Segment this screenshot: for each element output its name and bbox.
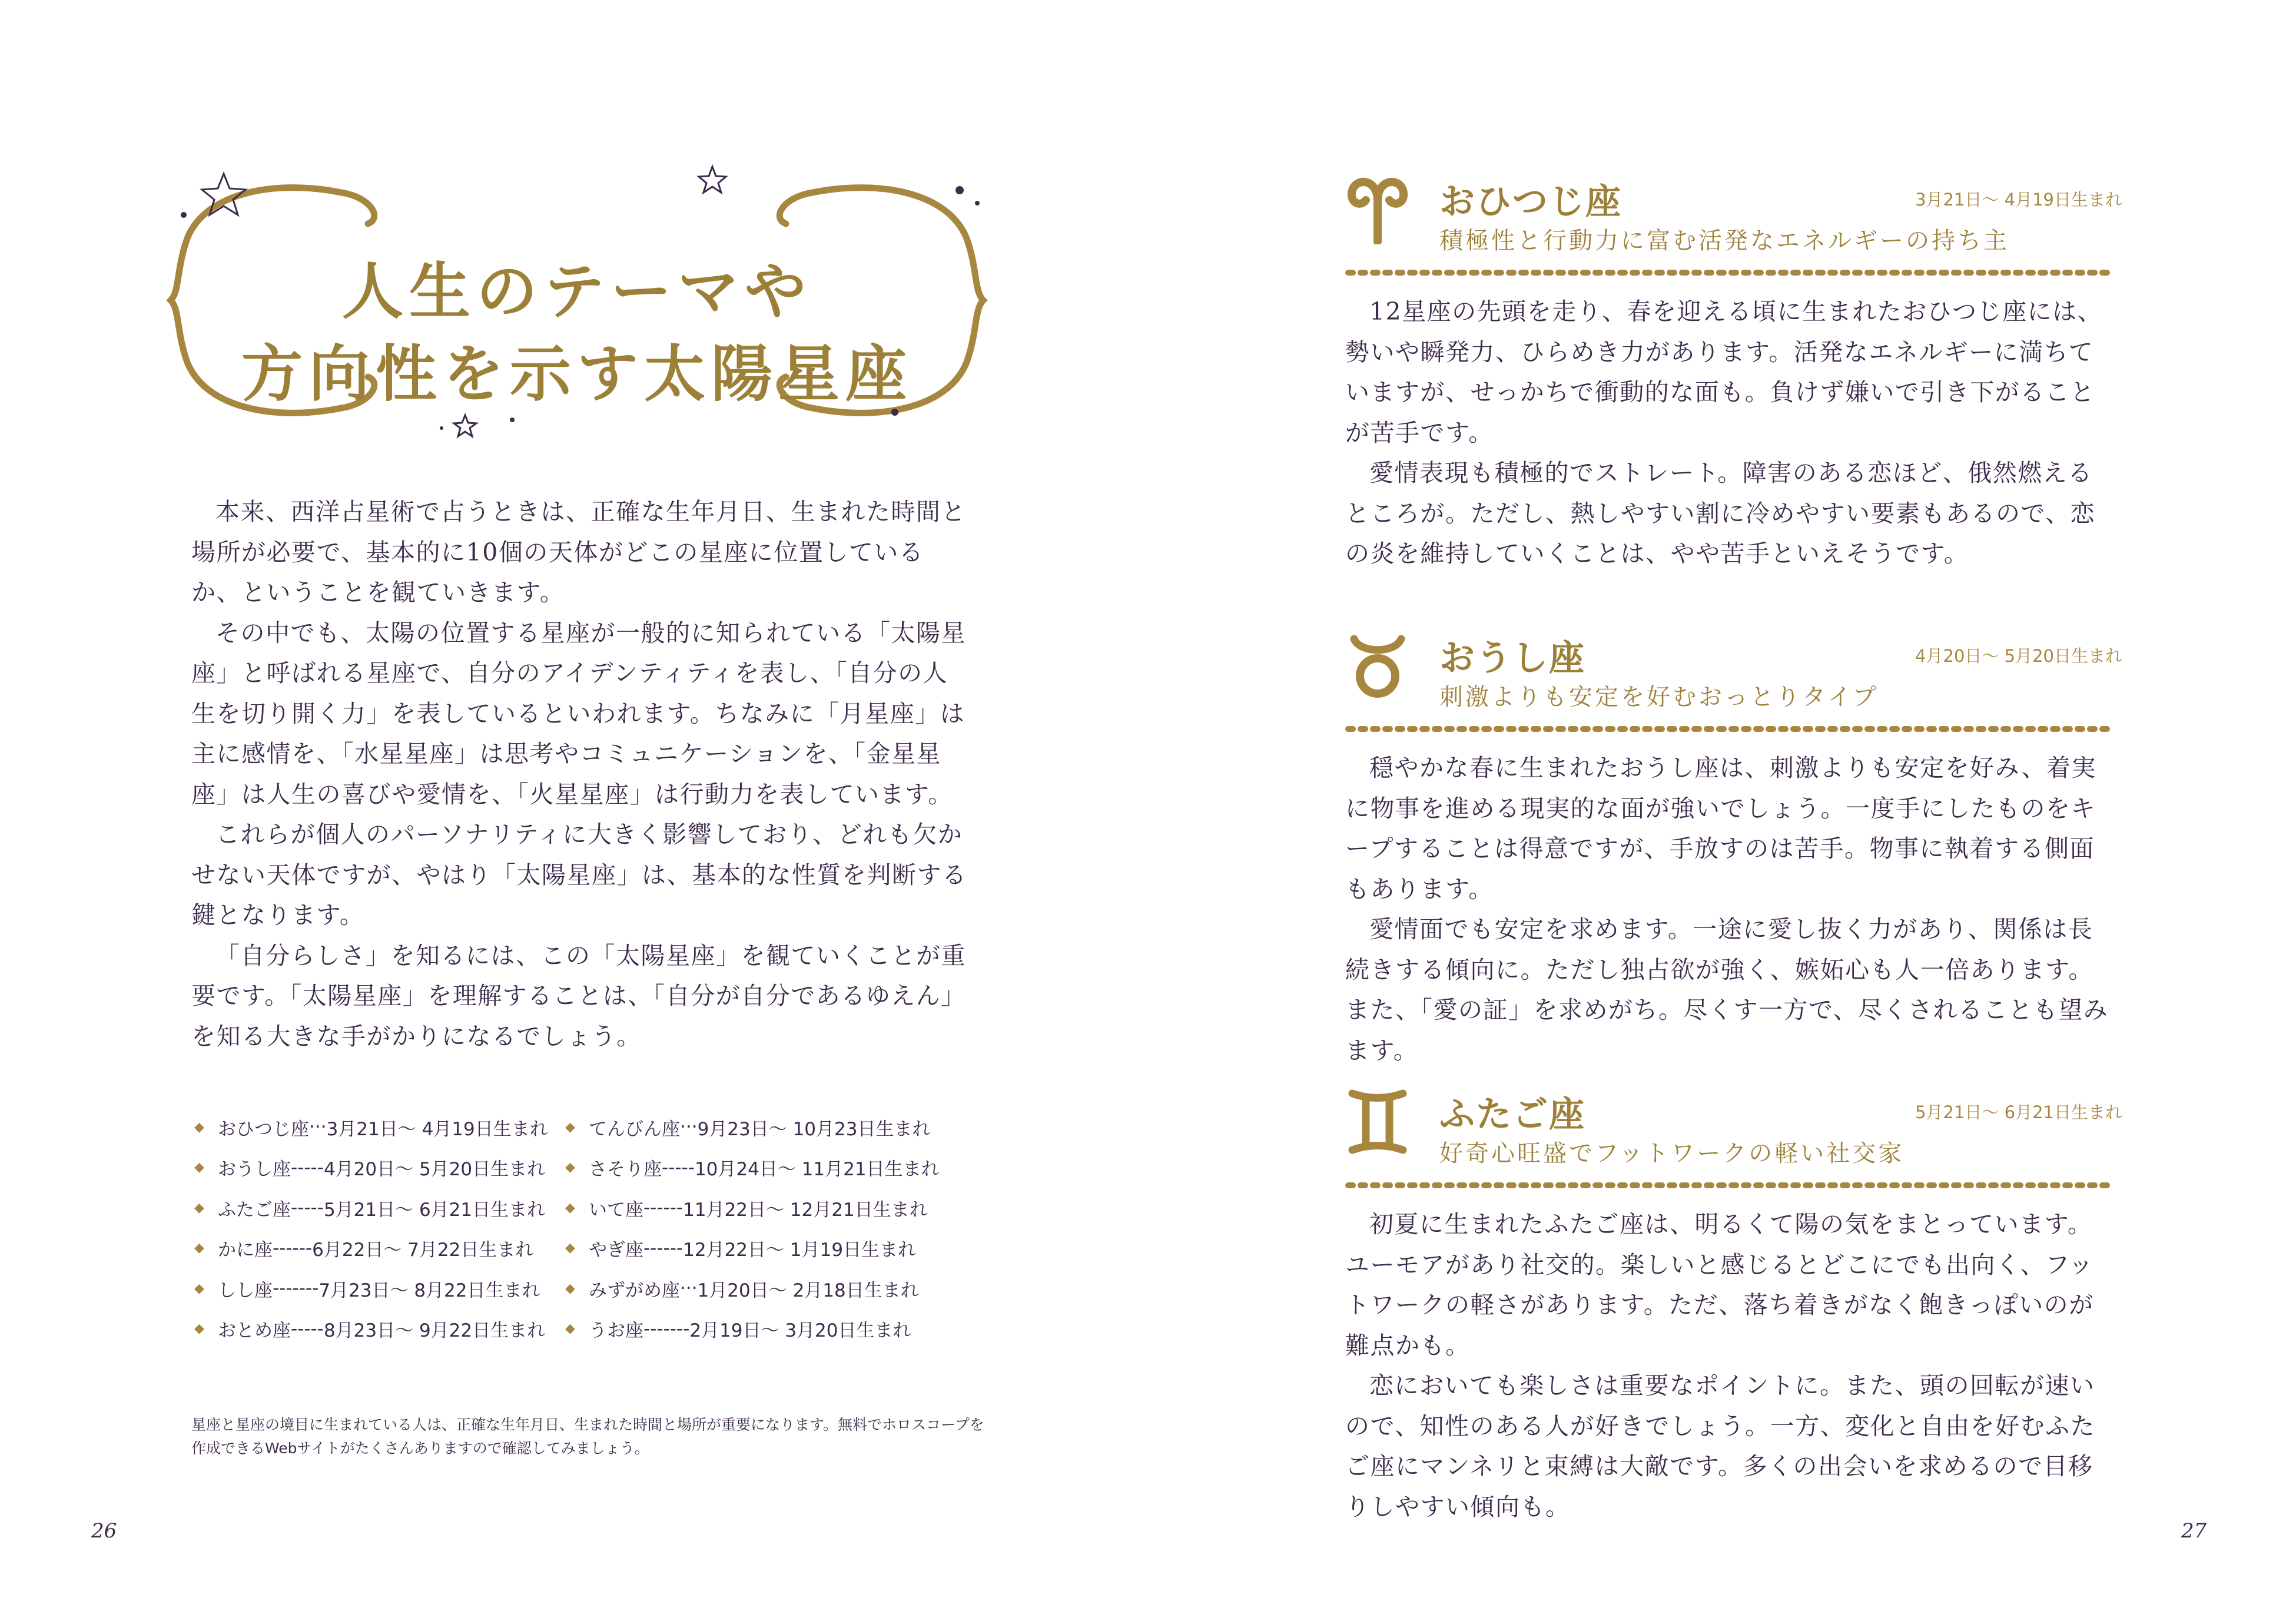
diamond-bullet-icon: ◆ [194, 1119, 204, 1135]
intro-text [191, 492, 968, 1056]
sign-paragraph: 恋においても楽しさは重要なポイントに。また、頭の回転が速いので、知性のある人が好きでしょう。一方、変化と自由を好むふたご座にマンネリと束縛は大敵です。多くの出会いを求めるので目移りしやすい傾向も。 [1345, 1371, 2096, 1521]
page-number-right: 27 [2181, 1519, 2207, 1543]
diamond-bullet-icon: ◆ [194, 1160, 204, 1175]
list-item: ◆ てんびん座 ··· 9月23日～ 10月23日生まれ [565, 1116, 931, 1140]
sign-paragraph: 12星座の先頭を走り、春を迎える頃に生まれたおひつじ座には、勢いや瞬発力、ひらめき力があります。活発なエネルギーに満ちていますが、せっかちで衝動的な面も。負けず嫌いで引き下がることが苦手です。 [1345, 297, 2103, 447]
list-item: ◆ みずがめ座 ··· 1月20日～ 2月18日生まれ [565, 1278, 919, 1301]
aries-symbol-icon [1345, 174, 1410, 244]
dotted-divider [1345, 1179, 2111, 1191]
diamond-bullet-icon: ◆ [565, 1281, 575, 1296]
sign-body [1345, 291, 2111, 574]
list-item: ◆ おとめ座 ----- 8月23日～ 9月22日生まれ [194, 1318, 546, 1342]
sign-paragraph: 愛情表現も積極的でストレート。障害のある恋ほど、俄然燃えるところが。ただし、熱しやすい割に冷めやすい要素もあるので、恋の炎を維持していくことは、やや苦手といえそうです。 [1345, 459, 2096, 568]
sign-body [1345, 1204, 2111, 1527]
intro-paragraph: 本来、西洋占星術で占うときは、正確な生年月日、生まれた時間と場所が必要で、基本的に10個の天体がどこの星座に位置しているか、ということを観ていきます。 [191, 498, 966, 606]
dotted-divider [1345, 267, 2111, 279]
diamond-bullet-icon: ◆ [565, 1241, 575, 1256]
dotted-divider [1345, 723, 2111, 735]
sign-dates: 5月21日～ 6月21日生まれ [1915, 1102, 2122, 1122]
sign-paragraph: 初夏に生まれたふたご座は、明るくて陽の気をまとっています。ユーモアがあり社交的。楽しいと感じるとどこにでも出向く、フットワークの軽さがあります。ただ、落ち着きがなく飽きっぽいのが難点かも。 [1345, 1210, 2094, 1360]
sign-name: おひつじ座 [1439, 181, 1622, 223]
diamond-bullet-icon: ◆ [194, 1241, 204, 1256]
sign-paragraph: 愛情面でも安定を求めます。一途に愛し抜く力があり、関係は長続きする傾向に。ただし独占欲が強く、嫉妬心も人一倍あります。また、「愛の証」を求めがち。尽くす一方で、尽くされることも望みます。 [1345, 915, 2109, 1065]
list-item: ◆ しし座 ------- 7月23日～ 8月22日生まれ [194, 1278, 540, 1301]
sign-body [1345, 748, 2111, 1070]
sign-name: おうし座 [1439, 638, 1585, 679]
diamond-bullet-icon: ◆ [194, 1321, 204, 1337]
sign-list-left [194, 1107, 571, 1349]
list-item: ◆ おうし座 ----- 4月20日～ 5月20日生まれ [194, 1156, 546, 1181]
intro-paragraph: 「自分らしさ」を知るには、この「太陽星座」を観ていくことが重要です。「太陽星座」を理解することは、「自分が自分であるゆえん」を知る大きな手がかりになるでしょう。 [191, 941, 966, 1050]
diamond-bullet-icon: ◆ [565, 1200, 575, 1215]
diamond-bullet-icon: ◆ [565, 1160, 575, 1175]
intro-paragraph: その中でも、太陽の位置する星座が一般的に知られている「太陽星座」と呼ばれる星座で、自分のアイデンティティを表し、「自分の人生を切り開く力」を表しているといわれます。ちなみに「月星座」は主に感情を、「水星星座」は思考やコミュニケーションを、「金星星座」は人生の喜びや愛情を、「火星星座」は行動力を表しています。 [191, 618, 966, 808]
list-item: ◆ やぎ座 ------ 12月22日～ 1月19日生まれ [565, 1237, 917, 1261]
sign-dates: 3月21日～ 4月19日生まれ [1915, 190, 2122, 210]
diamond-bullet-icon: ◆ [565, 1321, 575, 1337]
sign-paragraph: 穏やかな春に生まれたおうし座は、刺激よりも安定を好み、着実に物事を進める現実的な面が強いでしょう。一度手にしたものをキープすることは得意ですが、手放すのは苦手。物事に執着する側面もあります。 [1345, 754, 2096, 903]
list-item: ◆ うお座 ------- 2月19日～ 3月20日生まれ [565, 1318, 911, 1342]
diamond-bullet-icon: ◆ [194, 1200, 204, 1215]
intro-paragraph: これらが個人のパーソナリティに大きく影響しており、どれも欠かせない天体ですが、やはり「太陽星座」は、基本的な性質を判断する鍵となります。 [191, 820, 967, 929]
title-line-1: 人生のテーマや [341, 255, 812, 327]
sign-tagline: 好奇心旺盛でフットワークの軽い社交家 [1439, 1140, 1905, 1167]
page-number-left: 26 [91, 1519, 117, 1543]
list-item: ◆ おひつじ座 ··· 3月21日～ 4月19日生まれ [194, 1116, 548, 1140]
title-line-2: 方向性を示す太陽星座 [241, 337, 913, 410]
sign-name: ふたご座 [1439, 1094, 1585, 1135]
page-title [177, 250, 977, 415]
sign-tagline: 刺激よりも安定を好むおっとりタイプ [1439, 684, 1879, 711]
sign-list-right [565, 1107, 942, 1349]
sign-tagline: 積極性と行動力に富む活発なエネルギーの持ち主 [1439, 227, 2009, 254]
gemini-symbol-icon [1345, 1086, 1410, 1157]
footnote: 星座と星座の境目に生まれている人は、正確な生年月日、生まれた時間と場所が重要になります。無料でホロスコープを作成できるWebサイトがたくさんありますので確認してみましょう。 [191, 1416, 984, 1457]
list-item: ◆ さそり座 ----- 10月24日～ 11月21日生まれ [565, 1156, 940, 1181]
list-item: ◆ かに座 ------ 6月22日～ 7月22日生まれ [194, 1237, 534, 1261]
diamond-bullet-icon: ◆ [565, 1119, 575, 1135]
list-item: ◆ いて座 ------ 11月22日～ 12月21日生まれ [565, 1197, 928, 1221]
diamond-bullet-icon: ◆ [194, 1281, 204, 1296]
sign-dates: 4月20日～ 5月20日生まれ [1915, 646, 2122, 666]
list-item: ◆ ふたご座 ----- 5月21日～ 6月21日生まれ [194, 1197, 546, 1221]
taurus-symbol-icon [1345, 630, 1410, 701]
